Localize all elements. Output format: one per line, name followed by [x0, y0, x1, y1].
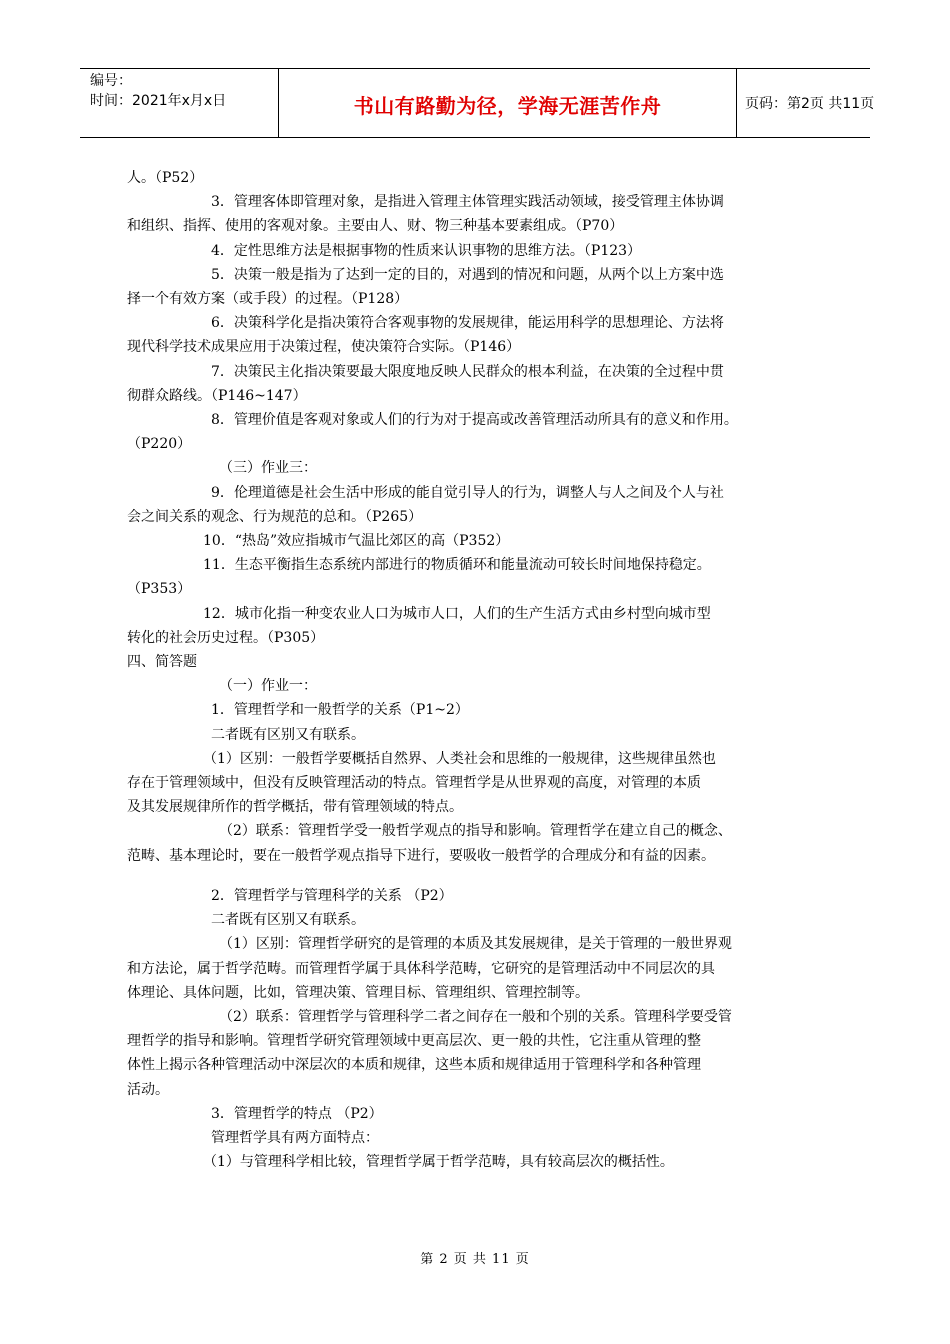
body-line: 7．决策民主化指决策要最大限度地反映人民群众的根本利益，在决策的全过程中贯: [211, 363, 724, 380]
doc-number-label: 编号：: [90, 73, 132, 89]
body-line: （2）联系：管理哲学受一般哲学观点的指导和影响。管理哲学在建立自己的概念、: [219, 823, 732, 840]
body-line: 体性上揭示各种管理活动中深层次的本质和规律，这些本质和规律适用于管理科学和各种管理: [127, 1057, 701, 1074]
page-header: [80, 68, 875, 138]
body-line: 择一个有效方案（或手段）的过程。（P128）: [127, 291, 409, 308]
body-line: （2）联系：管理哲学与管理科学二者之间存在一般和个别的关系。管理科学要受管: [219, 1008, 732, 1025]
body-line: 体理论、具体问题，比如，管理决策、管理目标、管理组织、管理控制等。: [127, 984, 589, 1001]
body-line: 5．决策一般是指为了达到一定的目的，对遇到的情况和问题，从两个以上方案中选: [211, 266, 724, 283]
body-line: 和组织、指挥、使用的客观对象。主要由人、财、物三种基本要素组成。（P70）: [127, 218, 624, 235]
body-line: 管理哲学具有两方面特点：: [211, 1129, 379, 1146]
body-line: 人。（P52）: [127, 170, 204, 186]
body-line: 3．管理客体即管理对象，是指进入管理主体管理实践活动领域，接受管理主体协调: [211, 194, 724, 211]
body-line: 二者既有区别又有联系。: [211, 912, 365, 929]
paragraph-spacer: [127, 868, 835, 884]
doc-date: 时间：2021年x月x日: [90, 93, 227, 109]
header-page-cell: [735, 69, 875, 137]
body-line: 活动。: [127, 1081, 169, 1098]
question-title: 1．管理哲学和一般哲学的关系（P1~2）: [211, 702, 469, 719]
body-line: 二者既有区别又有联系。: [211, 726, 365, 743]
body-line: （1）与管理科学相比较，管理哲学属于哲学范畴，具有较高层次的概括性。: [203, 1154, 674, 1171]
body-line: 会之间关系的观念、行为规范的总和。（P265）: [127, 508, 423, 525]
body-line: 10．“热岛”效应指城市气温比郊区的高（P352）: [203, 533, 510, 550]
body-line: 4．定性思维方法是根据事物的性质来认识事物的思维方法。（P123）: [211, 242, 642, 259]
header-motto-cell: [278, 69, 737, 137]
body-line: 转化的社会历史过程。（P305）: [127, 629, 325, 646]
body-line: 11．生态平衡指生态系统内部进行的物质循环和能量流动可较长时间地保持稳定。: [203, 557, 711, 574]
section-heading: （三）作业三：: [219, 460, 317, 477]
header-meta: [80, 69, 278, 139]
body-line: 8．管理价值是客观对象或人们的行为对于提高或改善管理活动所具有的意义和作用。: [211, 412, 738, 429]
body-line: （1）区别：一般哲学要概括自然界、人类社会和思维的一般规律，这些规律虽然也: [203, 750, 716, 767]
body-line: （P353）: [127, 581, 192, 598]
header-motto: 书山有路勤为径，学海无涯苦作舟: [353, 94, 662, 118]
body-line: 现代科学技术成果应用于决策过程，使决策符合实际。（P146）: [127, 339, 521, 356]
document-body: [127, 166, 835, 1174]
body-line: （P220）: [127, 436, 192, 453]
body-line: 理哲学的指导和影响。管理哲学研究管理领域中更高层次、更一般的共性，它注重从管理的整: [127, 1033, 701, 1050]
header-page-info: 页码：第2页 共11页: [745, 96, 875, 112]
section-heading: （一）作业一：: [219, 678, 317, 695]
section-heading: 四、简答题: [127, 654, 197, 671]
body-line: 彻群众路线。（P146~147）: [127, 387, 307, 404]
body-line: 12．城市化指一种变农业人口为城市人口，人们的生产生活方式由乡村型向城市型: [203, 605, 711, 622]
body-line: 及其发展规律所作的哲学概括，带有管理领域的特点。: [127, 799, 463, 816]
page-footer: 第 2 页 共 11 页: [420, 1252, 530, 1267]
body-line: 存在于管理领域中，但没有反映管理活动的特点。管理哲学是从世界观的高度，对管理的本质: [127, 775, 701, 792]
body-line: （1）区别：管理哲学研究的是管理的本质及其发展规律，是关于管理的一般世界观: [219, 936, 732, 953]
question-title: 3．管理哲学的特点 （P2）: [211, 1105, 383, 1122]
body-line: 6．决策科学化是指决策符合客观事物的发展规律，能运用科学的思想理论、方法将: [211, 315, 724, 332]
body-line: 范畴、基本理论时，要在一般哲学观点指导下进行，要吸收一般哲学的合理成分和有益的因素。: [127, 847, 715, 864]
body-line: 和方法论，属于哲学范畴。而管理哲学属于具体科学范畴，它研究的是管理活动中不同层次的具: [127, 960, 715, 977]
body-line: 9．伦理道德是社会生活中形成的能自觉引导人的行为，调整人与人之间及个人与社: [211, 484, 724, 501]
question-title: 2．管理哲学与管理科学的关系 （P2）: [211, 887, 453, 904]
